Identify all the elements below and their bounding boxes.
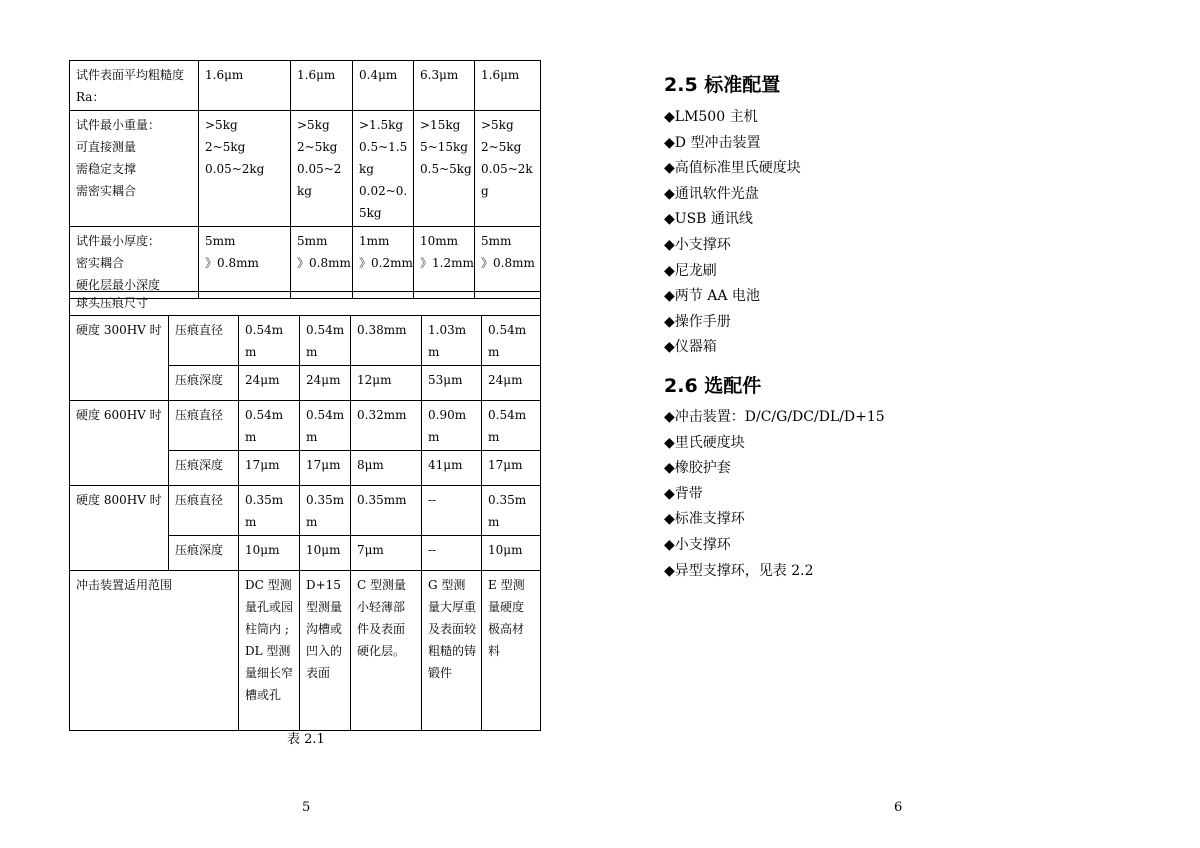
min-thickness-label bbox=[70, 227, 199, 299]
value-cell: 10μm bbox=[239, 536, 300, 571]
label-line: 可直接测量 bbox=[76, 140, 137, 154]
value-line: 2~5kg bbox=[297, 140, 338, 154]
list-item: ◆小支撑环 bbox=[664, 236, 731, 253]
list-item: ◆LM500 主机 bbox=[664, 109, 758, 125]
optional-accessories-list bbox=[664, 405, 885, 584]
label-line: 硬化层最小深度 bbox=[76, 278, 161, 292]
group-row bbox=[70, 316, 541, 366]
group-row bbox=[70, 486, 541, 536]
group-row bbox=[70, 401, 541, 451]
value-cell: 0.54mm bbox=[300, 316, 351, 366]
label-line: 需稳定支撑 bbox=[76, 162, 137, 176]
roughness-label: 试件表面平均粗糙度Ra： bbox=[70, 61, 199, 111]
value-line: 0.5~5kg bbox=[420, 162, 472, 176]
roughness-row bbox=[70, 61, 541, 111]
value-line: 》0.2mm bbox=[359, 256, 413, 270]
min-weight-cell bbox=[475, 111, 541, 227]
roughness-value: 1.6μm bbox=[291, 61, 353, 111]
value-cell: 12μm bbox=[351, 366, 422, 401]
value-cell: 10μm bbox=[482, 536, 541, 571]
value-cell: 0.35mm bbox=[300, 486, 351, 536]
value-cell: 17μm bbox=[482, 451, 541, 486]
label-line: 试件最小厚度： bbox=[76, 234, 161, 248]
value-cell: 0.35mm bbox=[482, 486, 541, 536]
min-thickness-cell bbox=[291, 227, 353, 299]
value-line: 0.05~2kg bbox=[481, 162, 533, 198]
value-line: 5~15kg bbox=[420, 140, 468, 154]
value-cell: 0.54mm bbox=[239, 401, 300, 451]
value-cell: 17μm bbox=[300, 451, 351, 486]
list-item: ◆两节 AA 电池 bbox=[664, 288, 760, 305]
application-cell: C 型测量小轻薄部件及表面硬化层。 bbox=[351, 571, 422, 731]
indentation-table bbox=[69, 291, 541, 731]
value-cell: 0.90mm bbox=[422, 401, 482, 451]
list-item: ◆橡胶护套 bbox=[664, 460, 731, 477]
min-thickness-row bbox=[70, 227, 541, 299]
row-label: 压痕深度 bbox=[169, 366, 239, 401]
value-cell: 7μm bbox=[351, 536, 422, 571]
list-item: ◆D 型冲击装置 bbox=[664, 134, 761, 151]
value-cell: 1.03mm bbox=[422, 316, 482, 366]
list-item: ◆尼龙刷 bbox=[664, 262, 717, 279]
value-cell: -- bbox=[422, 486, 482, 536]
roughness-value: 1.6μm bbox=[199, 61, 291, 111]
min-weight-cell bbox=[199, 111, 291, 227]
value-line: 5mm bbox=[481, 234, 512, 248]
min-weight-cell bbox=[291, 111, 353, 227]
list-item: ◆标准支撑环 bbox=[664, 511, 745, 528]
row-label: 压痕直径 bbox=[169, 316, 239, 366]
value-line: >1.5kg bbox=[359, 118, 404, 132]
value-line: 0.05~2kg bbox=[205, 162, 265, 176]
application-cell: DC 型测量孔或园柱筒内 ;DL 型测量细长窄槽或孔 bbox=[239, 571, 300, 731]
value-line: 0.5~1.5kg bbox=[359, 140, 408, 176]
value-line: 》0.8mm bbox=[297, 256, 351, 270]
value-line: 》1.2mm bbox=[420, 256, 474, 270]
hardness-label: 硬度 600HV 时 bbox=[70, 401, 169, 486]
value-cell: 10μm bbox=[300, 536, 351, 571]
section-title-optional: 2.6 选配件 bbox=[664, 375, 762, 397]
roughness-value: 1.6μm bbox=[475, 61, 541, 111]
value-cell: 0.54mm bbox=[482, 401, 541, 451]
value-line: 5mm bbox=[205, 234, 236, 248]
value-cell: 0.35mm bbox=[239, 486, 300, 536]
value-cell: 0.35mm bbox=[351, 486, 422, 536]
value-cell: -- bbox=[422, 536, 482, 571]
value-cell: 24μm bbox=[300, 366, 351, 401]
roughness-value: 0.4μm bbox=[353, 61, 414, 111]
standard-config-list bbox=[664, 105, 801, 361]
list-item: ◆操作手册 bbox=[664, 313, 731, 330]
min-weight-cell bbox=[353, 111, 414, 227]
value-cell: 24μm bbox=[239, 366, 300, 401]
page-number-right: 6 bbox=[894, 800, 903, 815]
value-cell: 24μm bbox=[482, 366, 541, 401]
hardness-label: 硬度 800HV 时 bbox=[70, 486, 169, 571]
label-line: 试件最小重量： bbox=[76, 118, 161, 132]
page-number-left: 5 bbox=[302, 800, 311, 815]
value-line: >5kg bbox=[297, 118, 330, 132]
application-row bbox=[70, 571, 541, 731]
value-cell: 53μm bbox=[422, 366, 482, 401]
list-item: ◆异型支撑环，见表 2.2 bbox=[664, 562, 814, 579]
row-label: 压痕直径 bbox=[169, 401, 239, 451]
section-title-row bbox=[70, 292, 541, 316]
value-cell: 0.54mm bbox=[239, 316, 300, 366]
value-line: 》0.8mm bbox=[205, 256, 259, 270]
roughness-value: 6.3μm bbox=[414, 61, 475, 111]
list-item: ◆高值标准里氏硬度块 bbox=[664, 160, 801, 177]
min-thickness-cell bbox=[414, 227, 475, 299]
value-line: 2~5kg bbox=[205, 140, 246, 154]
value-cell: 41μm bbox=[422, 451, 482, 486]
value-line: 0.05~2kg bbox=[297, 162, 342, 198]
min-weight-row bbox=[70, 111, 541, 227]
value-cell: 0.32mm bbox=[351, 401, 422, 451]
value-line: 2~5kg bbox=[481, 140, 522, 154]
value-cell: 0.54mm bbox=[482, 316, 541, 366]
list-item: ◆背带 bbox=[664, 485, 703, 502]
list-item: ◆冲击装置：D/C/G/DC/DL/D+15 bbox=[664, 409, 885, 425]
list-item: ◆小支撑环 bbox=[664, 536, 731, 553]
value-line: 0.02~0.5kg bbox=[359, 184, 408, 220]
label-line: 需密实耦合 bbox=[76, 184, 137, 198]
list-item: ◆仪器箱 bbox=[664, 339, 717, 356]
min-weight-label bbox=[70, 111, 199, 227]
min-thickness-cell bbox=[475, 227, 541, 299]
value-cell: 0.38mm bbox=[351, 316, 422, 366]
value-line: 5mm bbox=[297, 234, 328, 248]
list-item: ◆USB 通讯线 bbox=[664, 211, 753, 228]
section-title: 球头压痕尺寸 bbox=[70, 292, 541, 316]
application-cell: G 型测量大厚重及表面较粗糙的铸锻件 bbox=[422, 571, 482, 731]
value-line: 》0.8mm bbox=[481, 256, 535, 270]
application-label: 冲击装置适用范围 bbox=[70, 571, 239, 731]
min-thickness-cell bbox=[353, 227, 414, 299]
list-item: ◆里氏硬度块 bbox=[664, 434, 745, 451]
value-line: >15kg bbox=[420, 118, 461, 132]
value-line: 10mm bbox=[420, 234, 459, 248]
value-line: >5kg bbox=[481, 118, 514, 132]
section-title-standard: 2.5 标准配置 bbox=[664, 74, 781, 96]
min-weight-cell bbox=[414, 111, 475, 227]
row-label: 压痕深度 bbox=[169, 536, 239, 571]
spec-table-upper bbox=[69, 60, 541, 299]
application-cell: E 型测量硬度极高材料 bbox=[482, 571, 541, 731]
value-cell: 0.54mm bbox=[300, 401, 351, 451]
value-line: >5kg bbox=[205, 118, 238, 132]
value-cell: 8μm bbox=[351, 451, 422, 486]
label-line: 密实耦合 bbox=[76, 256, 125, 270]
application-cell: D+15 型测量沟槽或凹入的表面 bbox=[300, 571, 351, 731]
row-label: 压痕直径 bbox=[169, 486, 239, 536]
row-label: 压痕深度 bbox=[169, 451, 239, 486]
value-line: 1mm bbox=[359, 234, 390, 248]
value-cell: 17μm bbox=[239, 451, 300, 486]
list-item: ◆通讯软件光盘 bbox=[664, 185, 759, 202]
hardness-label: 硬度 300HV 时 bbox=[70, 316, 169, 401]
min-thickness-cell bbox=[199, 227, 291, 299]
table-caption: 表 2.1 bbox=[287, 732, 325, 747]
